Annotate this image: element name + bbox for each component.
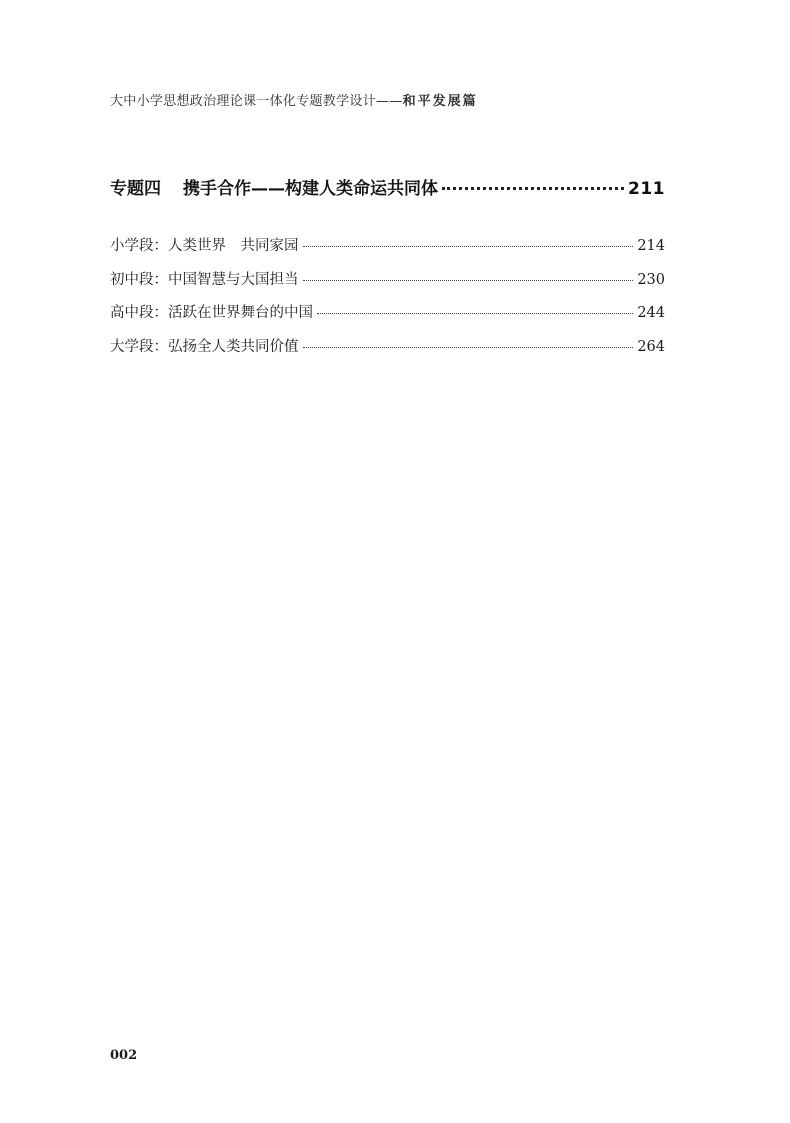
- toc-entry-primary[interactable]: [110, 234, 665, 268]
- running-header: [110, 90, 478, 109]
- topic-title: 携手合作——构建人类命运共同体: [183, 179, 438, 199]
- topic-number: 专题四: [110, 179, 161, 199]
- toc-topic-entry[interactable]: [110, 174, 665, 199]
- toc-entry-senior[interactable]: [110, 301, 665, 335]
- dot-leader: [303, 246, 634, 247]
- topic-page-number: 211: [628, 179, 665, 199]
- dot-leader: [303, 347, 634, 348]
- entry-page-number: 214: [637, 238, 665, 254]
- dot-leader: [317, 313, 633, 314]
- book-title: 大中小学思想政治理论课一体化专题教学设计——: [110, 94, 403, 109]
- toc-entry-list: [110, 234, 665, 368]
- book-subtitle: 和平发展篇: [402, 94, 478, 109]
- entry-page-number: 244: [637, 305, 665, 321]
- entry-page-number: 230: [637, 271, 665, 288]
- dot-leader: [303, 280, 634, 281]
- toc-entry-junior[interactable]: [110, 268, 665, 302]
- page-folio: 002: [110, 1048, 138, 1063]
- entry-label: 高中段：活跃在世界舞台的中国: [110, 305, 313, 321]
- entry-label: 初中段：中国智慧与大国担当: [110, 271, 299, 288]
- toc-entry-university[interactable]: [110, 335, 665, 369]
- entry-label: 大学段：弘扬全人类共同价值: [110, 338, 299, 355]
- dot-leader: [442, 187, 624, 190]
- entry-label: 小学段：人类世界 共同家园: [110, 238, 299, 254]
- entry-page-number: 264: [637, 338, 665, 355]
